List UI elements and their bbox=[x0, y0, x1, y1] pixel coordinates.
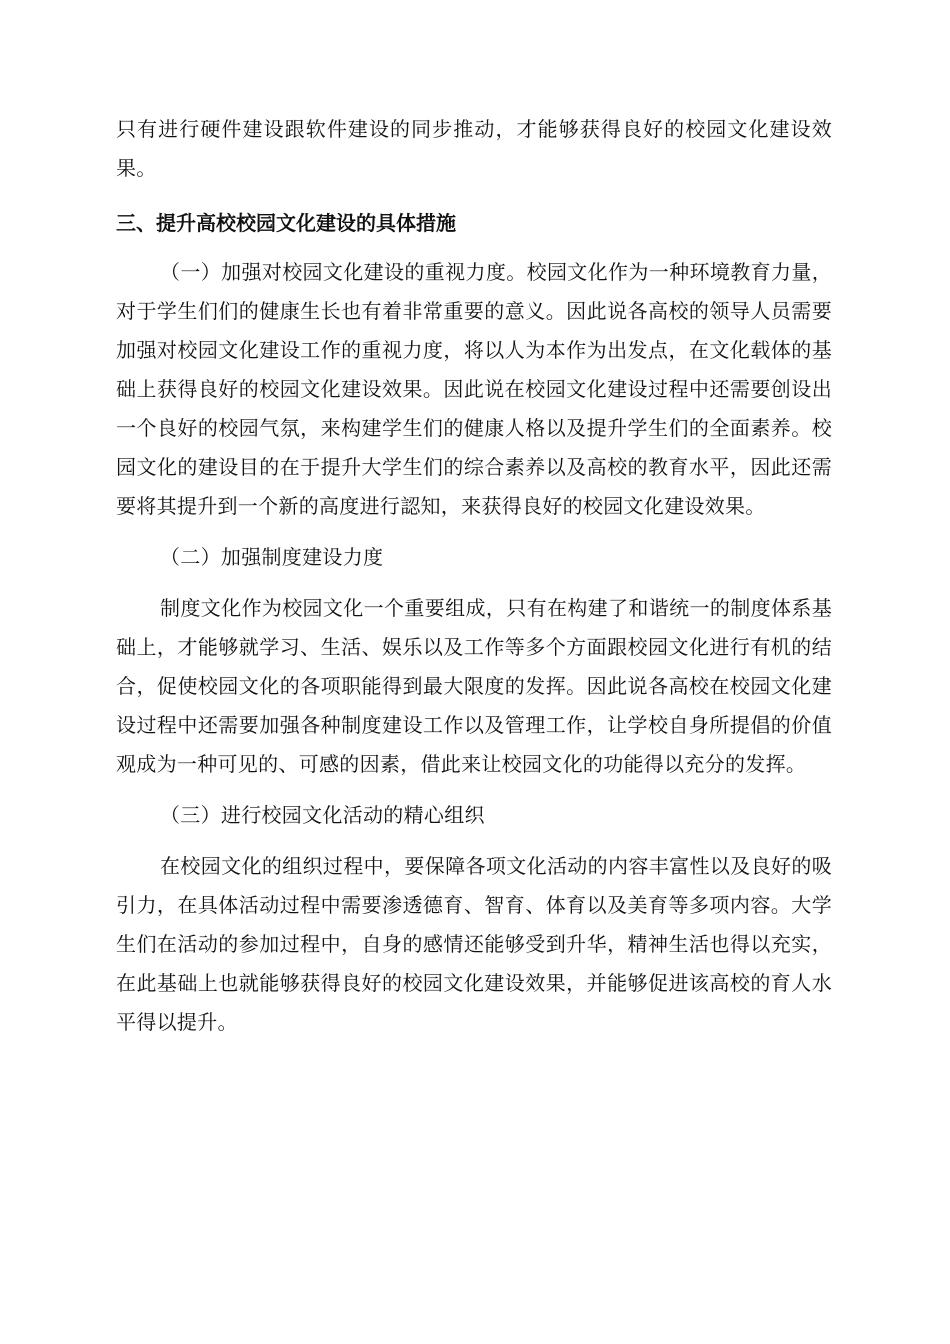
measure-three-paragraph: 在校园文化的组织过程中，要保障各项文化活动的内容丰富性以及良好的吸引力，在具体活动过程中需要渗透德育、智育、体育以及美育等多项内容。大学生们在活动的参加过程中，自身的感情还能够受到升华，精神生活也得以充实，在此基础上也就能够获得良好的校园文化建设效果，并能够促进该高校的育人水平得以提升。 bbox=[116, 854, 832, 1034]
measure-two-heading: （二）加强制度建设力度 bbox=[160, 545, 384, 569]
measure-one-paragraph: （一）加强对校园文化建设的重视力度。校园文化作为一种环境教育力量，对于学生们们的健康生长也有着非常重要的意义。因此说各高校的领导人员需要加强对校园文化建设工作的重视力度，将以人为本作为出发点，在文化载体的基础上获得良好的校园文化建设效果。因此说在校园文化建设过程中还需要创设出一个良好的校园气氛，来构建学生们的健康人格以及提升学生们的全面素养。校园文化的建设目的在于提升大学生们的综合素养以及高校的教育水平，因此还需要将其提升到一个新的高度进行認知，来获得良好的校园文化建设效果。 bbox=[116, 260, 832, 518]
intro-paragraph: 只有进行硬件建设跟软件建设的同步推动，才能够获得良好的校园文化建设效果。 bbox=[116, 117, 832, 180]
section-heading: 三、提升高校校园文化建设的具体措施 bbox=[116, 211, 456, 235]
document-body bbox=[116, 110, 832, 1042]
measure-three-heading: （三）进行校园文化活动的精心组织 bbox=[160, 803, 485, 827]
measure-two-paragraph: 制度文化作为校园文化一个重要组成，只有在构建了和谐统一的制度体系基础上，才能够就学习、生活、娱乐以及工作等多个方面跟校园文化进行有机的结合，促使校园文化的各项职能得到最大限度的发挥。因此说各高校在校园文化建设过程中还需要加强各种制度建设工作以及管理工作，让学校自身所提倡的价值观成为一种可见的、可感的因素，借此来让校园文化的功能得以充分的发挥。 bbox=[116, 596, 832, 776]
